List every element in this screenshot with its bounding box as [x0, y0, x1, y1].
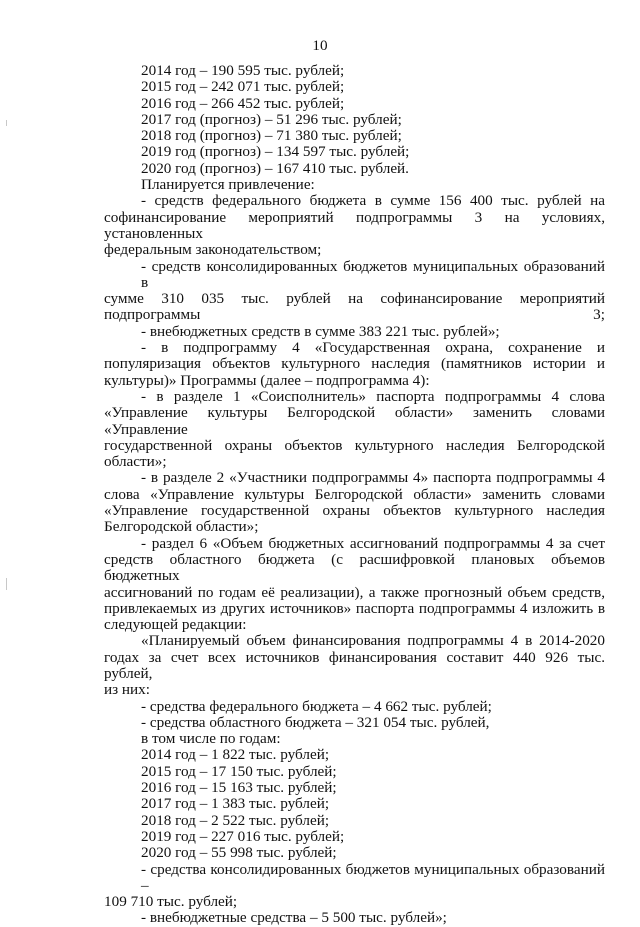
- text-line: привлекаемых из других источников» паспорта подпрограммы 4 изложить в: [104, 599, 605, 617]
- text-line: культуры)» Программы (далее – подпрограмма 4):: [104, 371, 430, 389]
- text-line: государственной охраны объектов культурного наследия Белгородской: [104, 436, 605, 454]
- text-line: Белгородской области»;: [104, 518, 259, 536]
- text-line: 2020 год (прогноз) – 167 410 тыс. рублей.: [141, 159, 409, 177]
- document-body: [104, 63, 605, 927]
- text-line: - внебюджетные средства – 5 500 тыс. рублей»;: [141, 909, 447, 927]
- text-line: 2017 год (прогноз) – 51 296 тыс. рублей;: [141, 110, 402, 128]
- text-line: - средства областного бюджета – 321 054 тыс. рублей,: [141, 713, 490, 731]
- text-line: из них:: [104, 681, 150, 699]
- text-line: - в подпрограмму 4 «Государственная охрана, сохранение и: [141, 339, 605, 357]
- text-line: 2019 год (прогноз) – 134 597 тыс. рублей;: [141, 143, 410, 161]
- text-line: 2020 год – 55 998 тыс. рублей;: [141, 844, 337, 862]
- text-line: ассигнований по годам её реализации), а также прогнозный объем средств,: [104, 583, 605, 601]
- scan-margin-mark-top: [6, 120, 7, 126]
- text-line: 2017 год – 1 383 тыс. рублей;: [141, 795, 330, 813]
- text-line: - средства консолидированных бюджетов муниципальных образований –: [141, 860, 605, 894]
- text-line: популяризация объектов культурного наследия (памятников истории и: [104, 355, 605, 373]
- text-line: 2018 год – 2 522 тыс. рублей;: [141, 811, 330, 829]
- text-line: Планируется привлечение:: [141, 176, 315, 194]
- text-line: - в разделе 1 «Соисполнитель» паспорта подпрограммы 4 слова: [141, 387, 605, 405]
- text-line: - в разделе 2 «Участники подпрограммы 4» паспорта подпрограммы 4: [141, 469, 605, 487]
- text-line: «Управление культуры Белгородской области» заменить словами «Управление: [104, 404, 605, 438]
- text-line: 2014 год – 1 822 тыс. рублей;: [141, 746, 330, 764]
- text-line: слова «Управление культуры Белгородской области» заменить словами: [104, 485, 605, 503]
- text-line: - средств консолидированных бюджетов муниципальных образований в: [141, 257, 605, 291]
- text-line: софинансирование мероприятий подпрограммы 3 на условиях, установленных: [104, 208, 605, 242]
- text-line: - средств федерального бюджета в сумме 156 400 тыс. рублей на: [141, 192, 605, 210]
- page-number: 10: [312, 37, 328, 54]
- text-line: 2015 год – 242 071 тыс. рублей;: [141, 78, 345, 96]
- text-line: 109 710 тыс. рублей;: [104, 893, 238, 911]
- text-line: сумме 310 035 тыс. рублей на софинансирование мероприятий подпрограммы 3;: [104, 290, 605, 324]
- scan-margin-mark-bottom: [6, 578, 7, 590]
- text-line: следующей редакции:: [104, 616, 247, 634]
- text-line: 2015 год – 17 150 тыс. рублей;: [141, 762, 337, 780]
- text-line: 2018 год (прогноз) – 71 380 тыс. рублей;: [141, 127, 402, 145]
- text-line: 2014 год – 190 595 тыс. рублей;: [141, 62, 345, 79]
- text-line: - средства федерального бюджета – 4 662 тыс. рублей;: [141, 697, 492, 715]
- text-line: «Управление государственной охраны объектов культурного наследия: [104, 502, 605, 520]
- text-line: - внебюджетных средств в сумме 383 221 тыс. рублей»;: [141, 322, 500, 340]
- text-line: области»;: [104, 453, 167, 471]
- text-line: «Планируемый объем финансирования подпрограммы 4 в 2014-2020: [141, 632, 605, 650]
- text-line: 2019 год – 227 016 тыс. рублей;: [141, 827, 345, 845]
- text-line: средств областного бюджета (с расшифровкой плановых объемов бюджетных: [104, 550, 605, 585]
- text-line: в том числе по годам:: [141, 730, 281, 748]
- text-line: федеральным законодательством;: [104, 241, 322, 259]
- text-line: - раздел 6 «Объем бюджетных ассигнований подпрограммы 4 за счет: [141, 534, 605, 552]
- text-line: 2016 год – 266 452 тыс. рублей;: [141, 94, 345, 112]
- text-line: 2016 год – 15 163 тыс. рублей;: [141, 779, 337, 797]
- text-line: годах за счет всех источников финансирования составит 440 926 тыс. рублей,: [104, 648, 605, 682]
